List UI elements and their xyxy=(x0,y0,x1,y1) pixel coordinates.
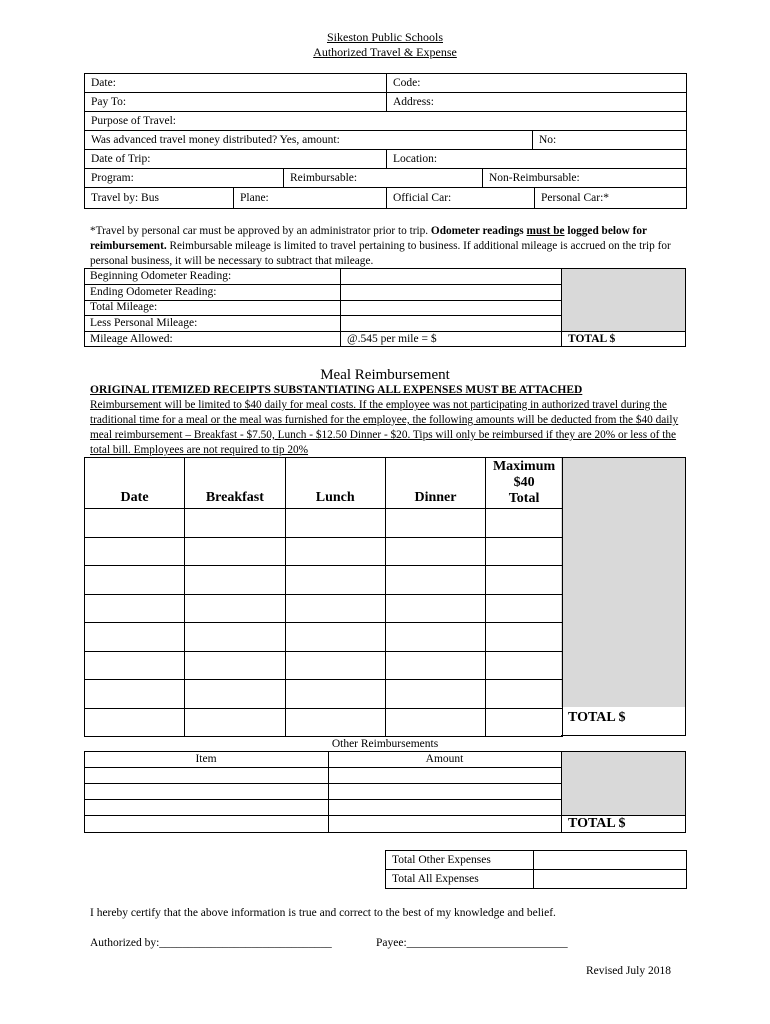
other-total-label: TOTAL $ xyxy=(568,816,626,831)
other-heading: Other Reimbursements xyxy=(331,738,439,750)
personal-car-field[interactable]: Personal Car:* xyxy=(534,187,687,209)
program-field[interactable]: Program: xyxy=(84,168,284,188)
meal-col-date: Date xyxy=(85,458,185,509)
receipts-notice: ORIGINAL ITEMIZED RECEIPTS SUBSTANTIATING ALL EXPENSES MUST BE ATTACHED xyxy=(90,384,583,396)
meal-lunch-cell[interactable] xyxy=(285,708,385,736)
meal-policy-paragraph: Reimbursement will be limited to $40 daily for meal costs. If the employee was not participating in authorized travel during the traditional time for a meal or the meal was furnished for the employee, the following amounts will be deducted from the $40 daily meal reimbursement – Breakfast - $7.50, Lunch - $12.50 Dinner - $20. Tips will only be reimbursed if they are 20% or less of the total bill. Employees are not required to tip 20% xyxy=(90,399,679,456)
meal-breakfast-cell[interactable] xyxy=(185,708,285,736)
payee-signature-line[interactable]: Payee:____________________________ xyxy=(376,937,568,949)
purpose-field[interactable]: Purpose of Travel: xyxy=(84,111,687,131)
meal-section-heading: Meal Reimbursement xyxy=(320,367,450,383)
meal-total-cell[interactable] xyxy=(486,537,563,566)
meal-row xyxy=(85,566,563,595)
meal-date-cell[interactable] xyxy=(85,623,185,652)
meal-lunch-cell[interactable] xyxy=(285,537,385,566)
pay-to-field[interactable]: Pay To: xyxy=(84,92,387,112)
meal-breakfast-cell[interactable] xyxy=(185,680,285,709)
other-col-amount: Amount xyxy=(425,753,464,765)
meal-date-cell[interactable] xyxy=(85,566,185,595)
meal-dinner-cell[interactable] xyxy=(385,537,485,566)
meal-dinner-cell[interactable] xyxy=(385,509,485,538)
authorized-by-signature-line[interactable]: Authorized by:______________________________ xyxy=(90,937,332,949)
meal-row xyxy=(85,651,563,680)
meal-total-cell[interactable] xyxy=(486,708,563,736)
meal-lunch-cell[interactable] xyxy=(285,509,385,538)
other-amount-input-4[interactable] xyxy=(330,817,560,831)
form-title: Authorized Travel & Expense xyxy=(313,45,457,59)
non-reimbursable-field[interactable]: Non-Reimbursable: xyxy=(482,168,687,188)
other-item-input-2[interactable] xyxy=(86,785,326,798)
meal-total-cell[interactable] xyxy=(486,566,563,595)
mileage-note-bold: Odometer readings must be logged below for reimbursement. xyxy=(90,225,647,252)
meal-col-lunch: Lunch xyxy=(285,458,385,509)
other-amount-input-2[interactable] xyxy=(330,785,560,798)
meal-breakfast-cell[interactable] xyxy=(185,651,285,680)
travel-by-bus-field[interactable]: Travel by: Bus xyxy=(84,187,234,209)
meal-breakfast-cell[interactable] xyxy=(185,594,285,623)
mileage-total-label: TOTAL $ xyxy=(568,333,616,345)
meal-breakfast-cell[interactable] xyxy=(185,537,285,566)
meal-row xyxy=(85,594,563,623)
less-personal-mileage-label: Less Personal Mileage: xyxy=(90,317,198,329)
mileage-allowed-label: Mileage Allowed: xyxy=(90,333,173,345)
meal-date-cell[interactable] xyxy=(85,651,185,680)
meal-total-label: TOTAL $ xyxy=(568,710,626,725)
advance-yes-field[interactable]: Was advanced travel money distributed? Yes, amount: xyxy=(84,130,533,150)
meal-total-cell[interactable] xyxy=(486,623,563,652)
meal-col-dinner: Dinner xyxy=(385,458,485,509)
meal-row xyxy=(85,537,563,566)
total-all-expenses-label: Total All Expenses xyxy=(385,869,534,889)
meal-table xyxy=(84,457,563,737)
total-all-expenses-input[interactable] xyxy=(533,869,687,889)
mileage-note-rest: Reimbursable mileage is limited to travel pertaining to business. If additional mileage is accrued on the trip for personal business, it will be necessary to subtract that mileage. xyxy=(90,240,671,267)
total-mileage-label: Total Mileage: xyxy=(90,301,158,313)
mileage-note xyxy=(90,224,690,269)
ending-odometer-label: Ending Odometer Reading: xyxy=(90,286,217,298)
meal-total-cell[interactable] xyxy=(486,594,563,623)
meal-row xyxy=(85,680,563,709)
beginning-odometer-label: Beginning Odometer Reading: xyxy=(90,270,232,282)
mileage-rate-label: @.545 per mile = $ xyxy=(347,333,437,345)
date-field[interactable]: Date: xyxy=(84,73,387,93)
meal-dinner-cell[interactable] xyxy=(385,594,485,623)
total-mileage-input[interactable] xyxy=(341,301,561,315)
meal-lunch-cell[interactable] xyxy=(285,566,385,595)
other-shaded-box xyxy=(561,752,685,815)
official-car-field[interactable]: Official Car: xyxy=(386,187,535,209)
org-name: Sikeston Public Schools xyxy=(326,30,443,44)
meal-date-cell[interactable] xyxy=(85,509,185,538)
ending-odometer-input[interactable] xyxy=(341,286,561,300)
meal-shaded-column xyxy=(561,458,685,707)
beginning-odometer-input[interactable] xyxy=(341,270,561,284)
meal-breakfast-cell[interactable] xyxy=(185,566,285,595)
meal-lunch-cell[interactable] xyxy=(285,594,385,623)
reimbursable-field[interactable]: Reimbursable: xyxy=(283,168,483,188)
certification-statement: I hereby certify that the above information is true and correct to the best of my knowledge and belief. xyxy=(90,907,556,919)
meal-breakfast-cell[interactable] xyxy=(185,509,285,538)
address-field[interactable]: Address: xyxy=(386,92,687,112)
total-other-expenses-label: Total Other Expenses xyxy=(385,850,534,870)
meal-lunch-cell[interactable] xyxy=(285,680,385,709)
meal-breakfast-cell[interactable] xyxy=(185,623,285,652)
other-col-item: Item xyxy=(195,753,217,765)
total-other-expenses-input[interactable] xyxy=(533,850,687,870)
location-field[interactable]: Location: xyxy=(386,149,687,169)
date-of-trip-field[interactable]: Date of Trip: xyxy=(84,149,387,169)
meal-col-total: Maximum $40 Total xyxy=(486,458,563,509)
meal-rows xyxy=(85,509,563,737)
meal-lunch-cell[interactable] xyxy=(285,623,385,652)
meal-row xyxy=(85,509,563,538)
meal-total-cell[interactable] xyxy=(486,509,563,538)
meal-dinner-cell[interactable] xyxy=(385,708,485,736)
other-amount-input-1[interactable] xyxy=(330,769,560,782)
meal-date-cell[interactable] xyxy=(85,537,185,566)
advance-no-field[interactable]: No: xyxy=(532,130,687,150)
meal-date-cell[interactable] xyxy=(85,680,185,709)
mileage-shaded-box xyxy=(561,269,685,331)
form-header xyxy=(0,30,770,60)
meal-row xyxy=(85,623,563,652)
code-field[interactable]: Code: xyxy=(386,73,687,93)
meal-lunch-cell[interactable] xyxy=(285,651,385,680)
less-personal-mileage-input[interactable] xyxy=(341,317,561,331)
meal-date-cell[interactable] xyxy=(85,594,185,623)
meal-dinner-cell[interactable] xyxy=(385,651,485,680)
meal-row xyxy=(85,708,563,736)
other-item-input-1[interactable] xyxy=(86,769,326,782)
meal-header-row xyxy=(85,458,563,509)
other-item-input-4[interactable] xyxy=(86,817,326,831)
meal-dinner-cell[interactable] xyxy=(385,623,485,652)
other-item-input-3[interactable] xyxy=(86,801,326,814)
meal-total-cell[interactable] xyxy=(486,651,563,680)
other-amount-input-3[interactable] xyxy=(330,801,560,814)
meal-dinner-cell[interactable] xyxy=(385,680,485,709)
meal-total-cell[interactable] xyxy=(486,680,563,709)
revised-date: Revised July 2018 xyxy=(586,965,671,977)
meal-col-breakfast: Breakfast xyxy=(185,458,285,509)
mileage-note-intro: *Travel by personal car must be approved by an administrator prior to trip. xyxy=(90,225,431,237)
meal-dinner-cell[interactable] xyxy=(385,566,485,595)
meal-date-cell[interactable] xyxy=(85,708,185,736)
plane-field[interactable]: Plane: xyxy=(233,187,387,209)
